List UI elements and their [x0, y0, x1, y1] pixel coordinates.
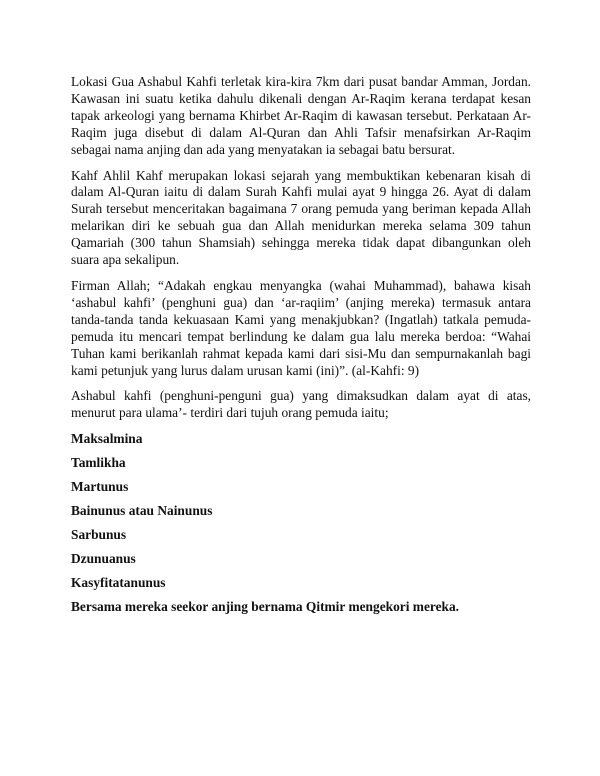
list-item: Kasyfitatanunus	[71, 574, 166, 590]
paragraph-quran-verse: Firman Allah; “Adakah engkau menyangka (wahai Muhammad), bahawa kisah ‘ashabul kahfi’ (penghuni gua) dan ‘ar-raqiim’ (anjing mereka) termasuk antara tanda-tanda tanda kekuasaan Kami yang menakjubkan? (Ingatlah) tatkala pemuda-pemuda itu mencari tempat berlindung ke dalam gua lalu mereka berdoa: “Wahai Tuhan kami berikanlah rahmat kepada kami dari sisi-Mu dan sempurnakanlah bagi kami petunjuk yang lurus dalam urusan kami (ini)”. (al-Kahfi: 9)	[71, 277, 531, 378]
paragraph-location: Lokasi Gua Ashabul Kahfi terletak kira-kira 7km dari pusat bandar Amman, Jordan. Kawasan ini suatu ketika dahulu dikenali dengan Ar-Raqim kerana terdapat kesan tapak arkeologi yang bernama Khirbet Ar-Raqim di kawasan tersebut. Perkataan Ar-Raqim juga disebut di dalam Al-Quran dan Ahli Tafsir menafsirkan Ar-Raqim sebagai nama anjing dan ada yang menyatakan ia sebagai batu bersurat.	[71, 74, 531, 157]
list-item: Tamlikha	[71, 455, 126, 471]
list-item: Bainunus atau Nainunus	[71, 502, 213, 518]
list-item: Martunus	[71, 479, 129, 495]
paragraph-history: Kahf Ahlil Kahf merupakan lokasi sejarah yang membuktikan kebenaran kisah di dalam Al-Quran iaitu di dalam Surah Kahfi mulai ayat 9 hingga 26. Ayat di dalam Surah tersebut menceritakan bagaimana 7 orang pemuda yang beriman kepada Allah melarikan diri ke sebuah gua dan Allah menidurkan mereka selama 309 tahun Qamariah (300 tahun Shamsiah) sehingga mereka tidak dapat dibangunkan oleh suara apa sekalipun.	[71, 167, 531, 268]
list-item: Dzunuanus	[71, 550, 136, 566]
paragraph-seven-youths: Ashabul kahfi (penghuni-penguni gua) yang dimaksudkan dalam ayat di atas, menurut para ulama’- terdiri dari tujuh orang pemuda iaitu;	[71, 388, 531, 421]
list-item: Maksalmina	[71, 431, 143, 447]
closing-statement: Bersama mereka seekor anjing bernama Qitmir mengekori mereka.	[71, 598, 460, 614]
document-page	[71, 74, 531, 615]
list-item: Sarbunus	[71, 526, 127, 542]
youth-names-list	[71, 431, 531, 591]
